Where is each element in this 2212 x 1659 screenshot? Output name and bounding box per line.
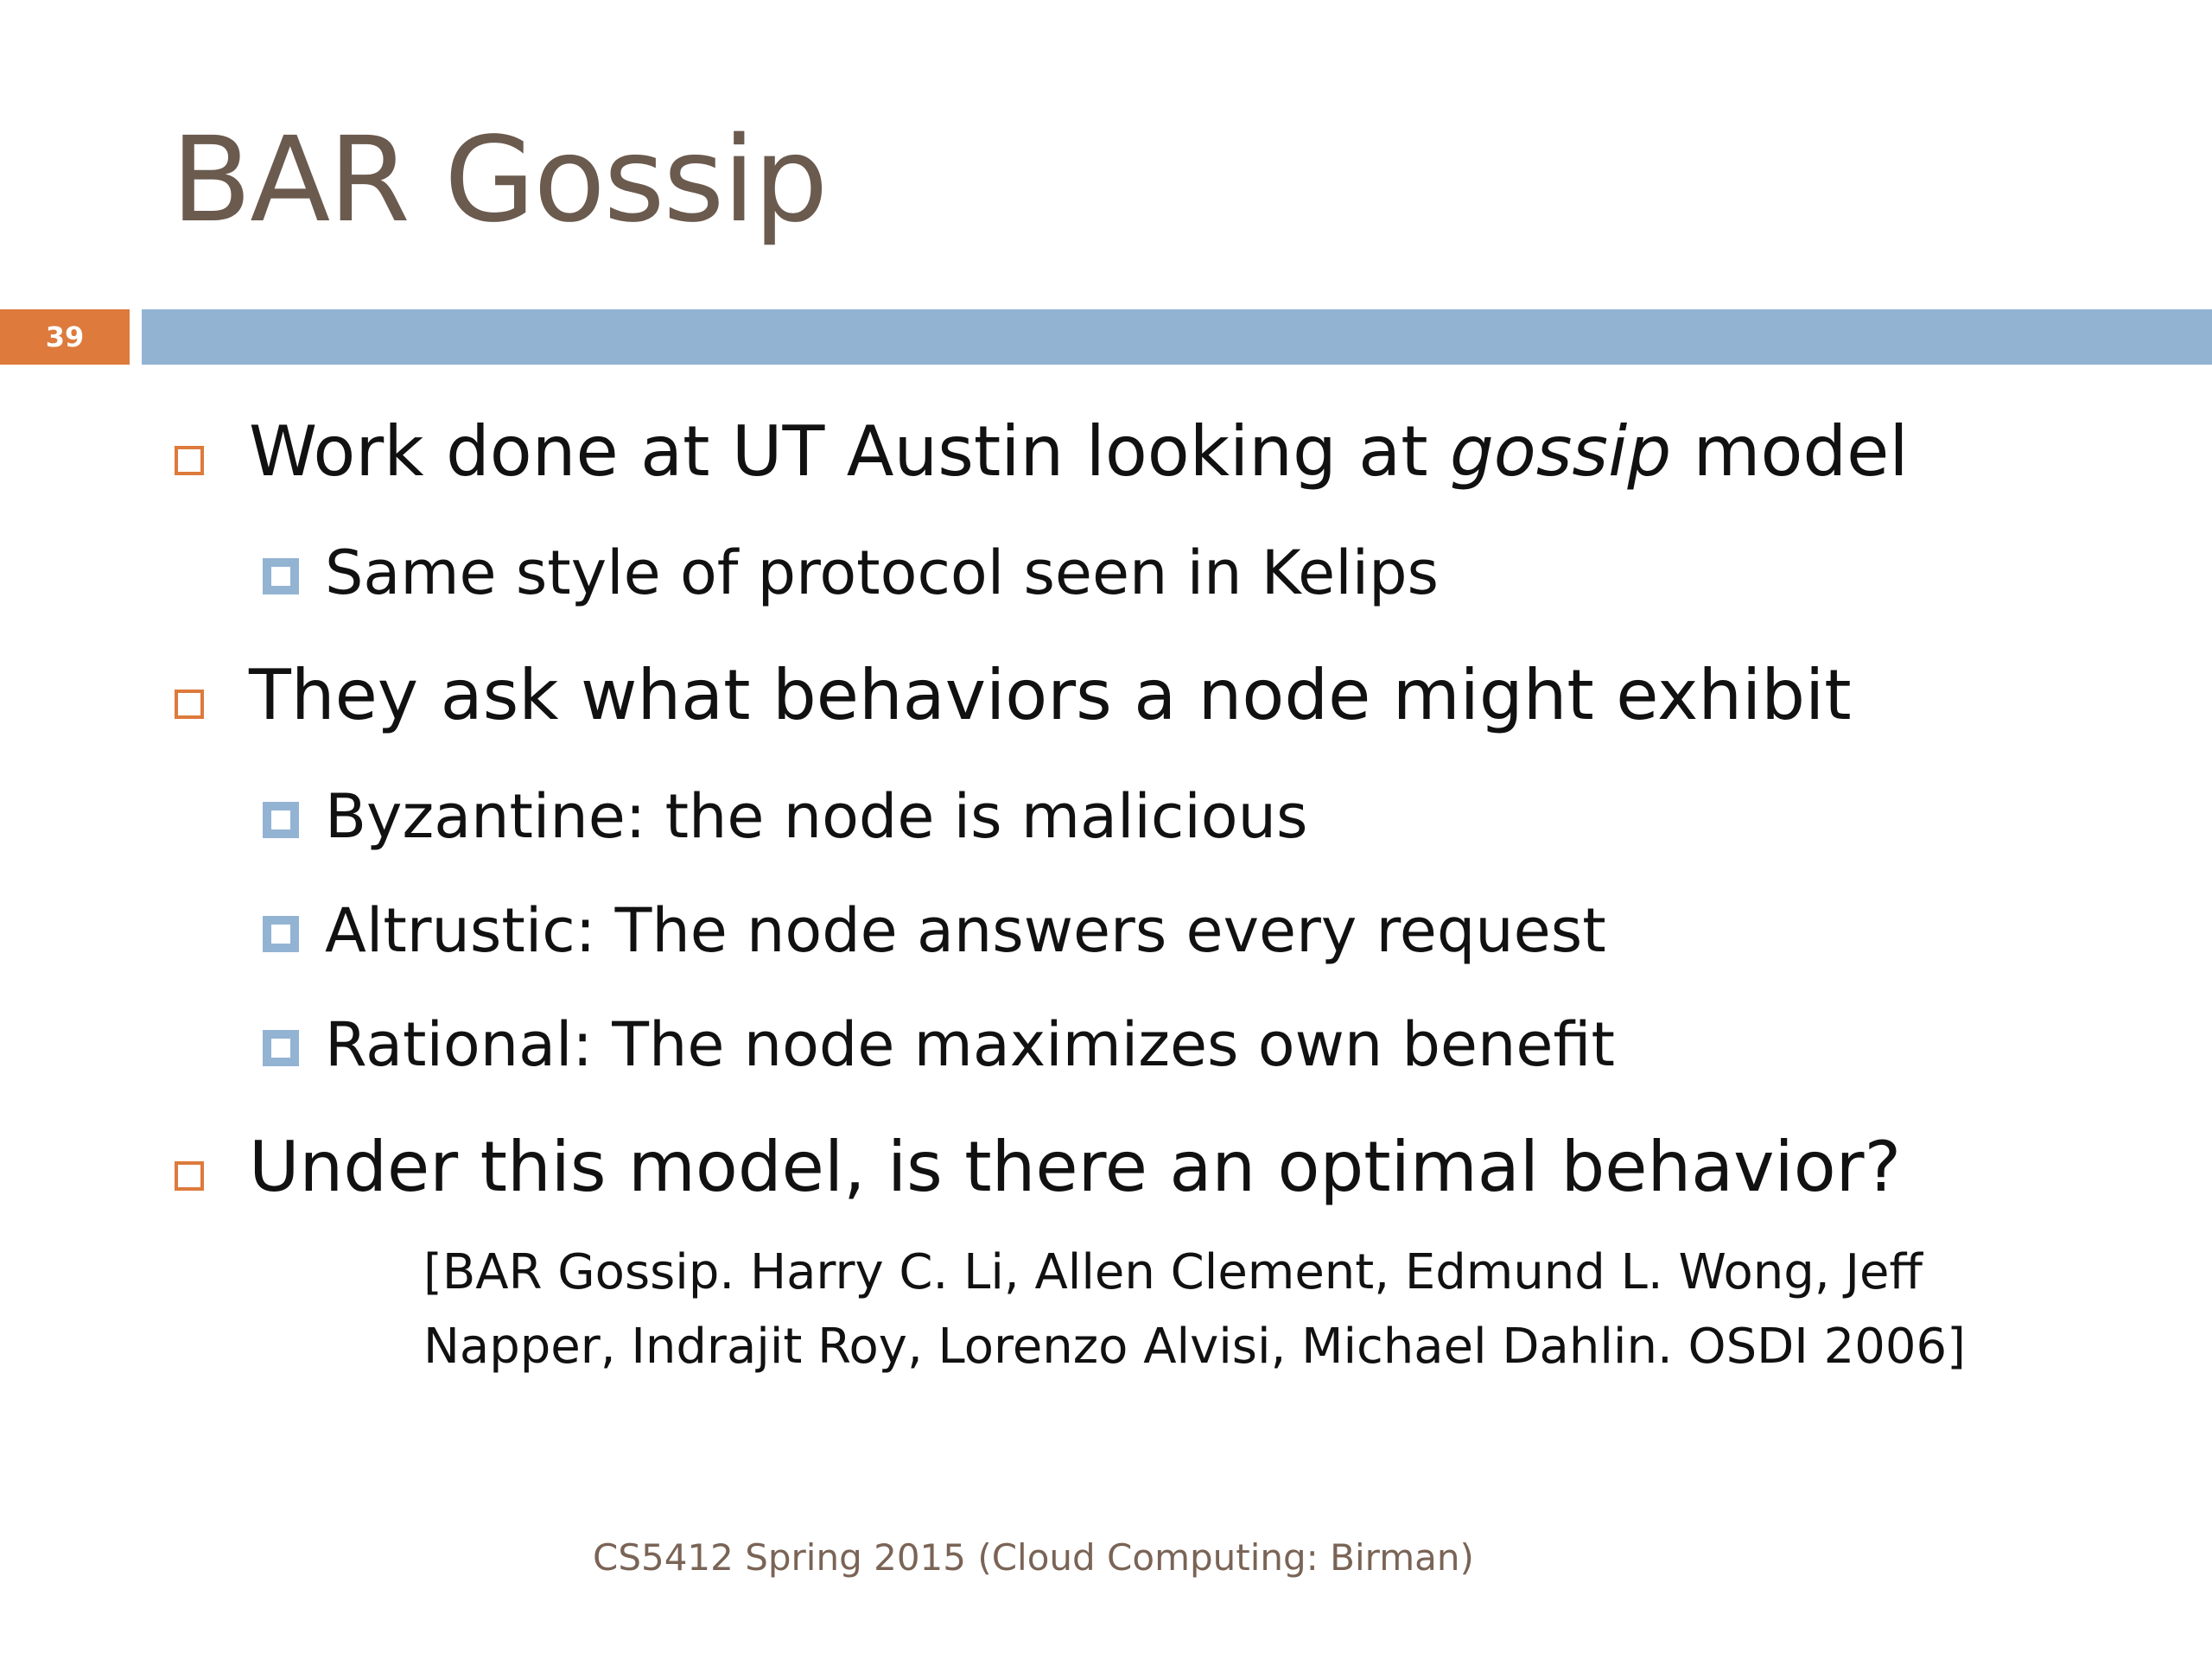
citation-line: Napper, Indrajit Roy, Lorenzo Alvisi, Michael Dahlin. OSDI 2006] xyxy=(423,1319,1966,1375)
header-rule-bar xyxy=(142,309,2212,365)
citation-line: [BAR Gossip. Harry C. Li, Allen Clement, Edmund L. Wong, Jeff xyxy=(423,1244,1923,1300)
bullet-text: Under this model, is there an optimal behavior? xyxy=(249,1127,1902,1207)
filled-square-icon xyxy=(263,916,299,952)
bullet-item xyxy=(249,655,1852,735)
bullet-text: They ask what behaviors a node might exhibit xyxy=(249,655,1852,735)
hollow-square-icon xyxy=(175,690,204,719)
bullet-item xyxy=(249,1127,1901,1207)
bullet-item xyxy=(249,411,1909,492)
sub-bullet-item xyxy=(325,895,1606,966)
bullet-text: Same style of protocol seen in Kelips xyxy=(325,537,1440,608)
bullet-text: model xyxy=(1671,411,1909,492)
slide-number-badge xyxy=(0,309,130,365)
bullet-text: Byzantine: the node is malicious xyxy=(325,781,1308,852)
sub-bullet-item xyxy=(325,781,1307,852)
filled-square-icon xyxy=(263,558,299,594)
filled-square-icon xyxy=(263,802,299,838)
slide-number: 39 xyxy=(45,321,85,353)
bullet-emphasis: gossip xyxy=(1450,411,1672,492)
bullet-text: Altrustic: The node answers every request xyxy=(325,895,1606,966)
sub-bullet-item xyxy=(325,1009,1615,1080)
citation xyxy=(423,1236,1966,1384)
slide-footer: CS5412 Spring 2015 (Cloud Computing: Birman) xyxy=(593,1536,1474,1579)
sub-bullet-item xyxy=(325,537,1439,608)
bullet-text: Work done at UT Austin looking at xyxy=(249,411,1450,492)
bullet-text: Rational: The node maximizes own benefit xyxy=(325,1009,1615,1080)
slide-title: BAR Gossip xyxy=(171,112,827,249)
hollow-square-icon xyxy=(175,446,204,475)
filled-square-icon xyxy=(263,1030,299,1066)
hollow-square-icon xyxy=(175,1161,204,1191)
